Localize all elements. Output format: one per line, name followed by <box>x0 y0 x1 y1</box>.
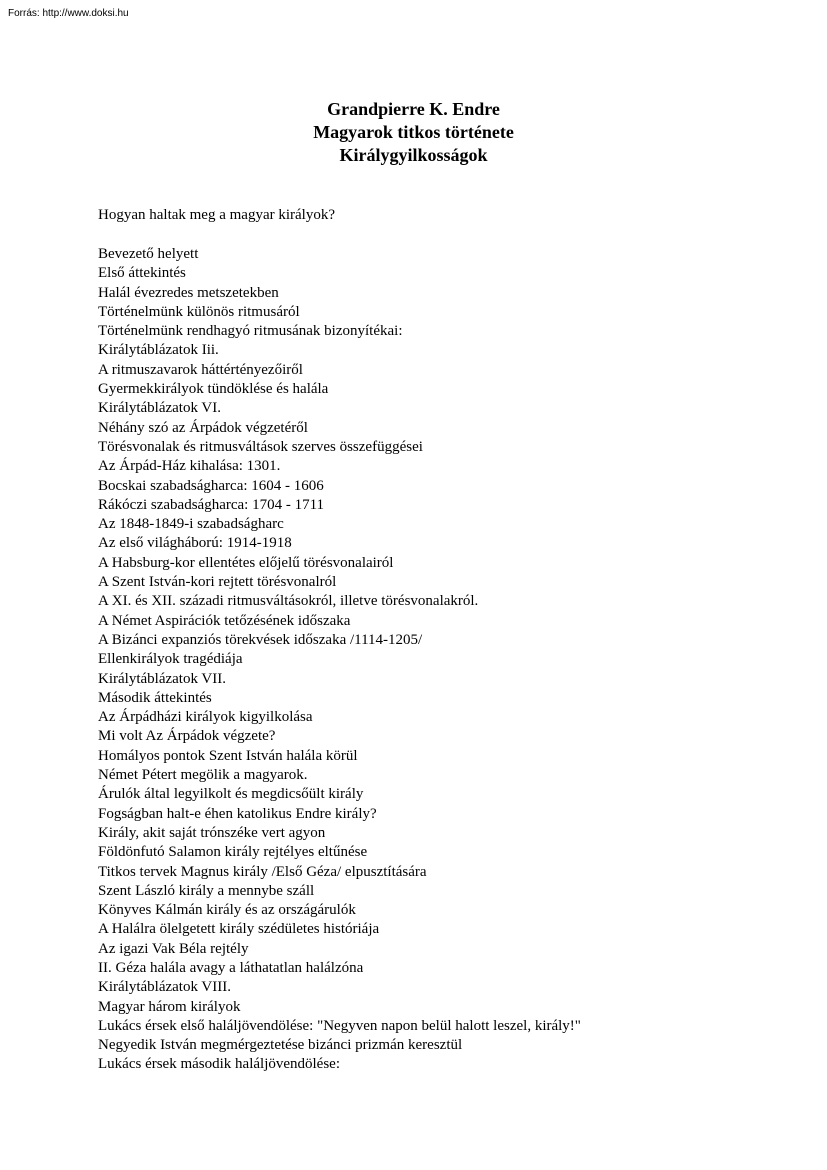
toc-entry: Homályos pontok Szent István halála körül <box>98 747 358 764</box>
toc-entry: Magyar három királyok <box>98 998 241 1015</box>
toc-entry: Lukács érsek második haláljövendölése: <box>98 1056 341 1073</box>
author-name: Grandpierre K. Endre <box>327 99 500 119</box>
toc-entry: Az Árpád-Ház kihalása: 1301. <box>98 458 281 475</box>
toc-entry: Német Pétert megölik a magyarok. <box>98 767 308 784</box>
toc-entry: Gyermekkirályok tündöklése és halála <box>98 381 329 398</box>
toc-entry: A ritmuszavarok háttértényezőiről <box>98 361 303 378</box>
toc-entry: Fogságban halt-e éhen katolikus Endre király? <box>98 805 377 822</box>
chapter-subtitle: Királygyilkosságok <box>339 145 488 165</box>
toc-entry: Első áttekintés <box>98 265 186 282</box>
toc-entry: A XI. és XII. századi ritmusváltásokról, illetve törésvonalakról. <box>98 593 479 610</box>
toc-entry: Földönfutó Salamon király rejtélyes eltűnése <box>98 844 368 861</box>
toc-entry: Árulók által legyilkolt és megdicsőült király <box>98 786 364 803</box>
toc-entry: Halál évezredes metszetekben <box>98 284 279 301</box>
toc-entry: Az 1848-1849-i szabadságharc <box>98 516 284 533</box>
toc-entry: A Német Aspirációk tetőzésének időszaka <box>98 612 351 629</box>
document-title-block <box>0 98 827 167</box>
toc-entry: A Habsburg-kor ellentétes előjelű törésvonalairól <box>98 554 394 571</box>
toc-entry: Az igazi Vak Béla rejtély <box>98 940 249 957</box>
toc-entry: Törésvonalak és ritmusváltások szerves összefüggései <box>98 438 423 455</box>
toc-entry: Király, akit saját trónszéke vert agyon <box>98 824 326 841</box>
toc-entry: Bocskai szabadságharca: 1604 - 1606 <box>98 477 324 494</box>
toc-entry: Ellenkirályok tragédiája <box>98 651 243 668</box>
toc-entry: Könyves Kálmán király és az országárulók <box>98 902 356 919</box>
toc-entry: A Bizánci expanziós törekvések időszaka /1114-1205/ <box>98 631 423 648</box>
book-title: Magyarok titkos története <box>313 122 514 142</box>
toc-entry: Néhány szó az Árpádok végzetéről <box>98 419 308 436</box>
toc-entry: Mi volt Az Árpádok végzete? <box>98 728 276 745</box>
toc-entry: Bevezető helyett <box>98 246 199 262</box>
toc-entry: Történelmünk különös ritmusáról <box>98 303 300 320</box>
toc-entry: Titkos tervek Magnus király /Első Géza/ elpusztítására <box>98 863 427 880</box>
toc-entry: Történelmünk rendhagyó ritmusának bizonyítékai: <box>98 323 403 340</box>
toc-entry: Negyedik István megmérgeztetése bizánci prizmán keresztül <box>98 1037 463 1054</box>
toc-entry: Királytáblázatok VII. <box>98 670 227 687</box>
intro-question: Hogyan haltak meg a magyar királyok? <box>98 207 335 223</box>
toc-entry: II. Géza halála avagy a láthatatlan halálzóna <box>98 959 364 976</box>
toc-entry: Lukács érsek első haláljövendölése: "Negyven napon belül halott leszel, király!" <box>98 1017 581 1034</box>
source-label: Forrás: http://www.doksi.hu <box>8 8 129 19</box>
toc-entry: Királytáblázatok Iii. <box>98 342 219 359</box>
toc-entry: A Halálra ölelgetett király szédületes históriája <box>98 921 380 938</box>
toc-entry: Királytáblázatok VI. <box>98 400 222 417</box>
toc-entry: A Szent István-kori rejtett törésvonalról <box>98 574 337 591</box>
toc-entry: Rákóczi szabadságharca: 1704 - 1711 <box>98 496 325 513</box>
toc-entry: Az első világháború: 1914-1918 <box>98 535 292 552</box>
toc-entry: Második áttekintés <box>98 689 212 706</box>
toc-entry: Szent László király a mennybe száll <box>98 882 315 899</box>
table-of-contents <box>98 245 581 1075</box>
toc-entry: Az Árpádházi királyok kigyilkolása <box>98 709 313 726</box>
toc-entry: Királytáblázatok VIII. <box>98 979 232 996</box>
